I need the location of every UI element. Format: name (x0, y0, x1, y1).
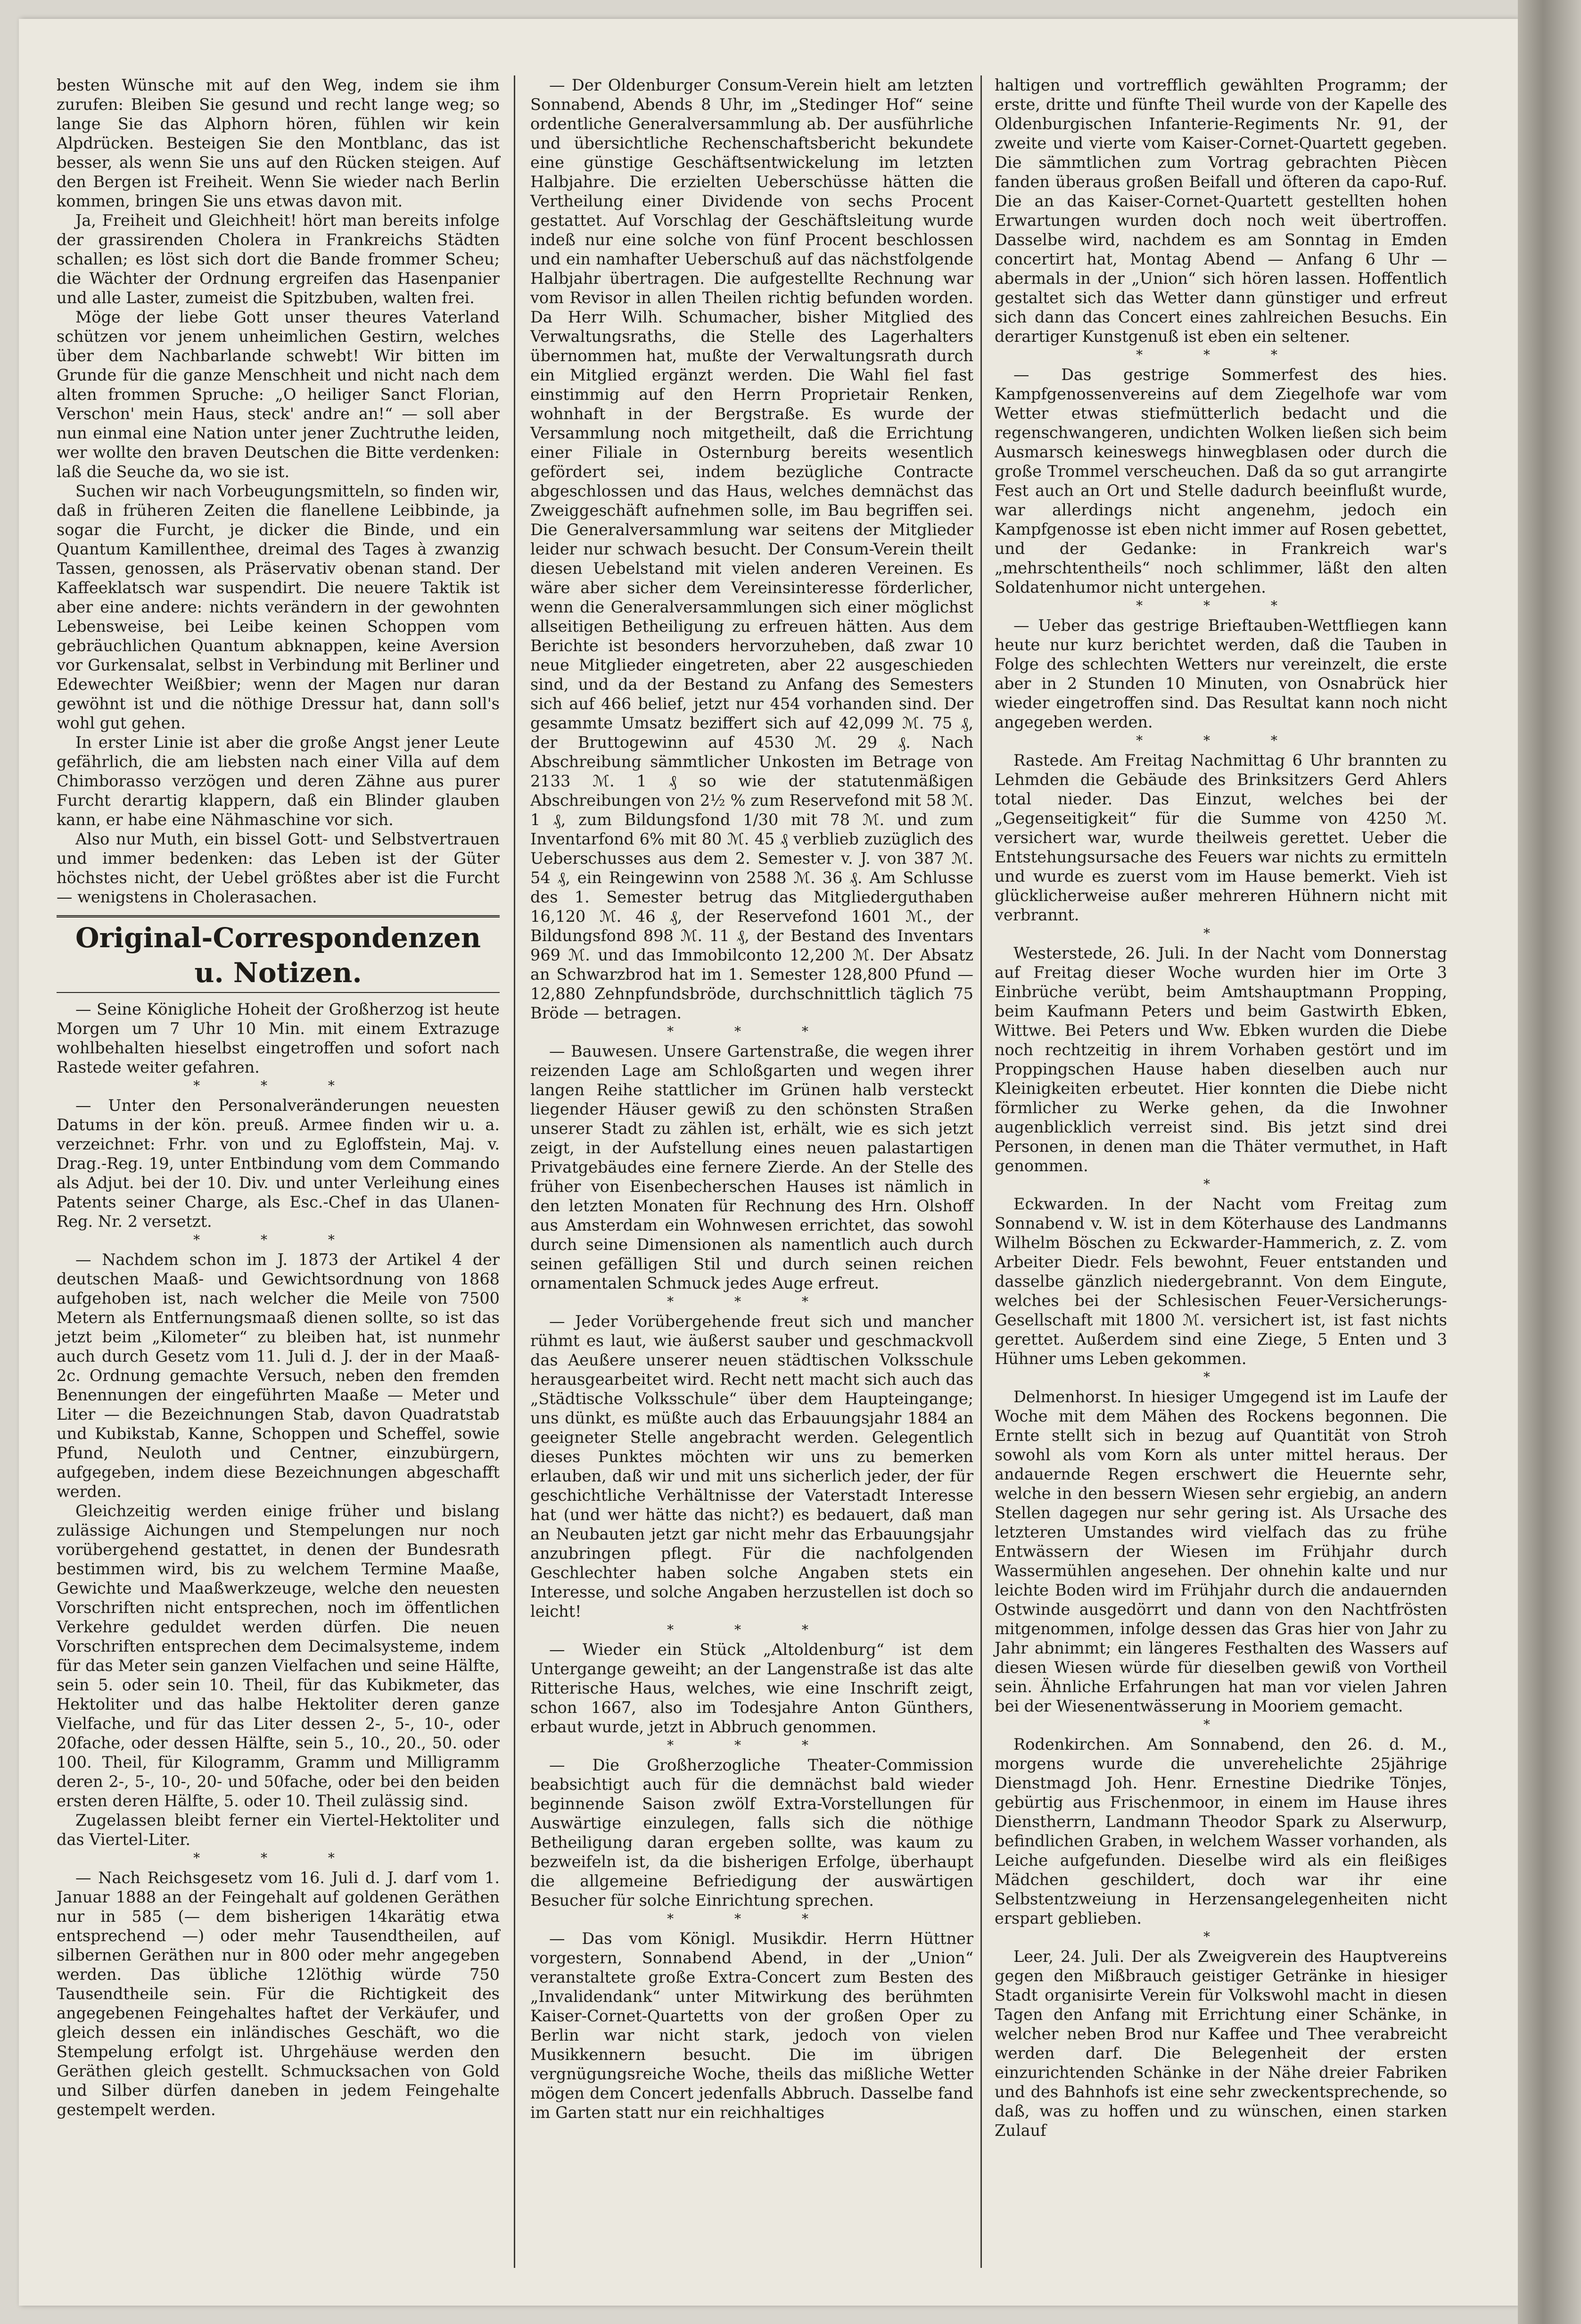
page-edge (1518, 0, 1581, 2324)
article-separator: * (1203, 1717, 1238, 1732)
column-right (995, 75, 1447, 2140)
article-separator: * * * (1136, 598, 1306, 613)
article-paragraph: Gleichzeitig werden einige früher und bislang zulässige Aichungen und Stempelungen nur noch vorübergehend gestattet, in denen der Bundesrath bestimmen wird, bis zu welchem Termine Maaße, Gewichte und Maaßwerkzeuge, welche den neuesten Vorschriften nicht entsprechen, noch im öffentlichen Verkehre geduldet werden dürfen. Die neuen Vorschriften entsprechen dem Decimalsysteme, indem für das Meter sein ganzen Vielfachen und seine Hälfte, sein 5. oder sein 10. Theil, für das Kubikmeter, das Hektoliter und das halbe Hektoliter deren ganze Vielfache, und für das Liter dessen 2-, 5-, 10-, oder 20fache, oder dessen Hälfte, sein 5., 10., 20., 50. oder 100. Theil, für Kilogramm, Gramm und Milligramm deren 2-, 5-, 10-, 20- und 50fache, oder bei den beiden ersten deren Hälfte, 5. oder 10. Theil zulässig sind. (57, 1502, 500, 1810)
article-separator: * (1203, 1929, 1238, 1944)
article-separator: * (1203, 1369, 1238, 1385)
article-paragraph: besten Wünsche mit auf den Weg, indem sie ihm zurufen: Bleiben Sie gesund und recht lange weg; so lange Sie das Alphorn hören, fühlen wir kein Alpdrücken. Besteigen Sie den Montblanc, das ist besser, als wenn Sie uns auf den Rücken steigen. Auf den Bergen ist Freiheit. Wenn Sie wieder nach Berlin kommen, bringen Sie uns etwas davon mit. (57, 76, 500, 210)
article-paragraph: Delmenhorst. In hiesiger Umgegend ist im Laufe der Woche mit dem Mähen des Rockens begonnen. Die Ernte stellt sich in bezug auf Quantität von Stroh sowohl als vom Korn als unter mittel heraus. Der andauernde Regen erschwert die Heuernte sehr, welche in den bessern Wiesen sehr ergiebig, an andern Stellen dagegen nur sehr gering ist. Als Ursache des letzteren Umstandes wird vielfach das zu frühe Entwässern der Wiesen im Frühjahr durch Wassermühlen angesehen. Der ohnehin kalte und nur leichte Boden wird im Frühjahr durch die andauernden Ostwinde ausgedörrt und dann von den Nachtfrösten mitgenommen, infolge dessen das Gras hier von Jahr zu Jahr abnimmt; ein längeres Festhalten des Wassers auf diesen Wiesen würde für dieselben gewiß von Vortheil sein. Ähnliche Erfahrungen hat man vor vielen Jahren bei der Wiesenentwässerung in Mooriem gemacht. (995, 1388, 1447, 1715)
article-paragraph: — Ueber das gestrige Brieftauben-Wettfliegen kann heute nur kurz berichtet werden, daß die Tauben in Folge des schlechten Wetters nur vereinzelt, die erste aber in 2 Stunden 10 Minuten, von Osnabrück hier wieder eingetroffen sind. Das Resultat kann noch nicht angegeben werden. (995, 616, 1447, 731)
column-middle (530, 75, 973, 2122)
article-separator: * (1203, 1176, 1238, 1192)
article-separator: * * * (193, 1850, 363, 1866)
article-paragraph: — Bauwesen. Unsere Gartenstraße, die wegen ihrer reizenden Lage am Schloßgarten und wegen ihrer langen Reihe stattlicher im Grünen halb versteckt liegender Häuser gewiß zu den schönsten Straßen unserer Stadt zu zählen ist, erhält, wie es sich jetzt zeigt, in der Aufstellung eines neuen palastartigen Privatgebäudes eine fernere Zierde. An der Stelle des früher von Eisenbecherschen Hauses ist nämlich in den letzten Monaten für Rechnung des Hrn. Olshoff aus Amsterdam ein Wohnwesen errichtet, das sowohl durch seine Dimensionen als namentlich auch durch seinen gefälligen Stil und durch seinen reichen ornamentalen Schmuck jedes Auge erfreut. (530, 1042, 973, 1292)
article-paragraph: — Der Oldenburger Consum-Verein hielt am letzten Sonnabend, Abends 8 Uhr, im „Stedinger Hof“ seine ordentliche Generalversammlung ab. Der ausführliche und übersichtliche Rechenschaftsbericht bekundete eine günstige Geschäftsentwickelung im letzten Halbjahre. Die erzielten Ueberschüsse hätten die Vertheilung einer Dividende von sechs Procent gestattet. Auf Vorschlag der Geschäftsleitung wurde indeß nur eine solche von fünf Procent beschlossen und ein namhafter Ueberschuß auf das nächstfolgende Halbjahr übertragen. Die aufgestellte Rechnung war vom Revisor in allen Theilen richtig befunden worden. Da Herr Wilh. Schumacher, bisher Mitglied des Verwaltungsraths, die Stelle des Lagerhalters übernommen hat, mußte der Verwaltungsrath durch ein Mitglied ergänzt werden. Die Wahl fiel fast einstimmig auf den Herrn Proprietair Renken, wohnhaft in der Bergstraße. Es wurde der Versammlung noch mitgetheilt, daß die Errichtung einer Filiale in Osternburg bereits wesentlich gefördert sei, indem bezügliche Contracte abgeschlossen und das Haus, welches demnächst das Zweiggeschäft aufnehmen solle, im Bau begriffen sei. Die Generalversammlung war seitens der Mitglieder leider nur schwach besucht. Der Consum-Verein theilt diesen Uebelstand mit vielen anderen Vereinen. Es wäre aber sicher dem Vereinsinteresse förderlicher, wenn die Generalversammlungen sich einer möglichst allseitigen Betheiligung zu erfreuen hätten. Aus dem Berichte ist besonders hervorzuheben, daß zwar 10 neue Mitglieder eingetreten, aber 22 ausgeschieden sind, und da der Bestand zu Anfang des Semesters sich auf 466 belief, jetzt nur 454 vorhanden sind. Der gesammte Umsatz beziffert sich auf 42,099 ℳ. 75 ₰, der Bruttogewinn auf 4530 ℳ. 29 ₰. Nach Abschreibung sämmtlicher Unkosten im Betrage von 2133 ℳ. 1 ₰ so wie der statutenmäßigen Abschreibungen von 2½ % zum Reservefond mit 58 ℳ. 1 ₰, zum Bildungsfond 1/30 mit 78 ℳ. und zum Inventarfond 6% mit 80 ℳ. 45 ₰ verblieb zuzüglich des Ueberschusses aus dem 2. Semester v. J. von 387 ℳ. 54 ₰, ein Reingewinn von 2588 ℳ. 36 ₰. Am Schlusse des 1. Semester betrug das Mitgliederguthaben 16,120 ℳ. 46 ₰, der Reservefond 1601 ℳ., der Bildungsfond 898 ℳ. 11 ₰, der Bestand des Inventars 969 ℳ. und das Immobilconto 12,200 ℳ. Der Absatz an Schwarzbrod hat im 1. Semester 128,800 Pfund — 12,880 Zehnpfundsbröde, durchschnittlich täglich 75 Bröde — betragen. (530, 76, 973, 1022)
article-separator: * (1203, 926, 1238, 941)
article-paragraph: haltigen und vortrefflich gewählten Programm; der erste, dritte und fünfte Theil wurde von der Kapelle des Oldenburgischen Infanterie-Regiments Nr. 91, der zweite und vierte vom Kaiser-Cornet-Quartett gegeben. Die sämmtlichen zum Vortrag gebrachten Piècen fanden überaus großen Beifall und öfteren da capo-Ruf. Die an das Kaiser-Cornet-Quartett gestellten hohen Erwartungen wurden doch noch weit übertroffen. Dasselbe wird, nachdem es am Sonntag in Emden concertirt hat, Montag Abend — Anfang 6 Uhr — abermals in der „Union“ sich hören lassen. Hoffentlich gestaltet sich das Wetter dann günstiger und erfreut sich dann das Concert eines zahlreichen Besuchs. Ein derartiger Kunstgenuß ist eben ein seltener. (995, 76, 1447, 346)
article-paragraph: Also nur Muth, ein bissel Gott- und Selbstvertrauen und immer bedenken: das Leben ist der Güter höchstes nicht, der Uebel größtes aber ist die Furcht — wenigstens in Cholerasachen. (57, 830, 500, 906)
article-separator: * * * (667, 1737, 837, 1753)
article-separator: * * * (1136, 733, 1306, 748)
article-separator: * * * (193, 1232, 363, 1248)
article-separator: * * * (193, 1078, 363, 1093)
article-paragraph: Westerstede, 26. Juli. In der Nacht vom Donnerstag auf Freitag dieser Woche wurden hier im Orte 3 Einbrüche verübt, beim Amtshauptmann Propping, beim Kaufmann Peters und beim Gastwirth Ebken, Wittwe. Bei Peters und Ww. Ebken wurden die Diebe noch rechtzeitig in ihrem Vorhaben gestört und im Proppingschen Hause haben dieselben auch nur Kleinigkeiten erbeutet. Hier konnten die Diebe nicht förmlicher zu Werke gehen, da die Inwohner augenblicklich verreist sind. Bis jetzt sind drei Personen, in denen man die Thäter vermuthet, in Haft genommen. (995, 944, 1447, 1175)
article-paragraph: — Die Großherzogliche Theater-Commission beabsichtigt auch für die demnächst bald wieder beginnende Saison zwölf Extra-Vorstellungen für Auswärtige einzulegen, falls sich die nöthige Betheiligung daran ergeben sollte, was kaum zu bezweifeln ist, da die bisherigen Erfolge, überhaupt die allgemeine Befriedigung der auswärtigen Besucher für solche Einrichtung sprechen. (530, 1756, 973, 1910)
column-left (57, 75, 500, 2119)
article-paragraph: In erster Linie ist aber die große Angst jener Leute gefährlich, die am liebsten nach einer Villa auf dem Chimborasso verzögen und deren Zähne aus purer Furcht derartig klappern, daß ein Blinder glauben kann, er habe eine Nähmaschine vor sich. (57, 733, 500, 829)
article-paragraph: Rastede. Am Freitag Nachmittag 6 Uhr brannten zu Lehmden die Gebäude des Brinksitzers Gerd Ahlers total nieder. Das Einzut, welches bei der „Gegenseitigkeit“ für die Summe von 4250 ℳ. versichert war, wurde theilweis gerettet. Ueber die Entstehungsursache des Feuers war nichts zu ermitteln und wurde es zuerst vom im Hause bemerkt. Vieh ist glücklicherweise außer mehreren Hühnern nicht mit verbrannt. (995, 751, 1447, 924)
article-paragraph: Leer, 24. Juli. Der als Zweigverein des Hauptvereins gegen den Mißbrauch geistiger Getränke in hiesiger Stadt organisirte Verein für Volkswohl macht in diesen Tagen den Anfang mit Errichtung einer Schänke, in welcher neben Brod nur Kaffee und Thee verabreicht werden darf. Die Belegenheit der ersten einzurichtenden Schänke in der Nähe dreier Fabriken und des Bahnhofs ist eine sehr zweckentsprechende, so daß, was zu hoffen und zu wünschen, einen starken Zulauf (995, 1947, 1447, 2140)
article-paragraph: — Das gestrige Sommerfest des hies. Kampfgenossenvereins auf dem Ziegelhofe war vom Wetter etwas stiefmütterlich bedacht und die regenschwangeren, undichten Wolken ließen sich beim Ausmarsch keineswegs hinwegblasen oder durch die große Trommel verscheuchen. Daß da so gut arrangirte Fest auch an Ort und Stelle dadurch beeinflußt wurde, war allerdings nicht angenehm, jedoch ein Kampfgenosse ist eben nicht immer auf Rosen gebettet, und der Gedanke: in Frankreich war's „mehrschtentheils“ noch schlimmer, läßt den alten Soldatenhumor nicht untergehen. (995, 365, 1447, 596)
article-paragraph: Eckwarden. In der Nacht vom Freitag zum Sonnabend v. W. ist in dem Köterhause des Landmanns Wilhelm Böschen zu Eckwarder-Hammerich, z. Z. vom Arbeiter Diedr. Fels bewohnt, Feuer entstanden und dasselbe gänzlich niedergebrannt. Von dem Eingute, welches bei der Schlesischen Feuer-Versicherungs-Gesellschaft mit 1800 ℳ. versichert ist, ist fast nichts gerettet. Außerdem sind eine Ziege, 5 Enten und 3 Hühner ums Leben gekommen. (995, 1195, 1447, 1368)
article-paragraph: — Nach Reichsgesetz vom 16. Juli d. J. darf vom 1. Januar 1888 an der Feingehalt auf goldenen Geräthen nur in 585 (— dem bisherigen 14karätig etwa entsprechend —) oder mehr Tausendtheilen, auf silbernen Geräthen nur in 800 oder mehr angegeben werden. Das übliche 12löthig würde 750 Tausendtheile sein. Für die Richtigkeit des angegebenen Feingehaltes haftet der Verkäufer, und gleich dessen ein inländisches Geschäft, wo die Stempelung erfolgt ist. Uhrgehäuse werden den Geräthen gleich gestellt. Schmucksachen von Gold und Silber dürfen daneben in jedem Feingehalte gestempelt werden. (57, 1869, 500, 2119)
article-paragraph: Suchen wir nach Vorbeugungsmitteln, so finden wir, daß in früheren Zeiten die flanellene Leibbinde, ja sogar die Furcht, je dicker die Binde, und ein Quantum Kamillenthee, dreimal des Tages à zwanzig Tassen, genossen, als Präservativ obenan stand. Der Kaffeeklatsch war suspendirt. Die neuere Taktik ist aber eine andere: nichts verändern in der gewohnten Lebensweise, bei Leibe keinen Schoppen vom gebräuchlichen Quantum abknappen, keine Aversion vor Gurkensalat, selbst in Verbindung mit Berliner und Edewechter Weißbier; wenn der Magen nur daran gewöhnt ist und die nöthige Dressur hat, dann soll's wohl gut gehen. (57, 482, 500, 732)
article-paragraph: — Jeder Vorübergehende freut sich und mancher rühmt es laut, wie äußerst sauber und geschmackvoll das Aeußere unserer neuen städtischen Volksschule herausgearbeitet wird. Recht nett macht sich auch das „Städtische Volksschule“ über dem Haupteingange; uns dünkt, es müßte auch das Erbauungsjahr 1884 an geeigneter Stelle angebracht werden. Gelegentlich dieses Punktes möchten wir uns zu bemerken erlauben, daß wir und mit uns sicherlich jeder, der für geschichtliche Verhältnisse der Vaterstadt Interesse hat (und wer hätte das nicht?) es bedauert, daß man an Neubauten jetzt gar nicht mehr das Erbauungsjahr anzubringen pflegt. Für die nachfolgenden Geschlechter haben solche Angaben stets ein Interesse, und solche Angaben herzustellen ist doch so leicht! (530, 1312, 973, 1621)
column-rule (514, 75, 515, 2268)
article-separator: * * * (1136, 347, 1306, 363)
article-separator: * * * (667, 1911, 837, 1927)
article-paragraph: — Seine Königliche Hoheit der Großherzog ist heute Morgen um 7 Uhr 10 Min. mit einem Extrazuge wohlbehalten hieselbst eingetroffen und sofort nach Rastede weiter gefahren. (57, 1000, 500, 1076)
article-separator: * * * (667, 1622, 837, 1638)
article-paragraph: Möge der liebe Gott unser theures Vaterland schützen vor jenem unheimlichen Gestirn, welches über dem Nachbarlande schwebt! Wir bitten im Grunde für die ganze Menschheit und nicht nach dem alten frommen Spruche: „O heiliger Sanct Florian, Verschon' mein Haus, steck' andre an!“ — soll aber nun einmal eine Nation unter jener Zuchtruthe leiden, wer wollte den braven Deutschen die Bitte verdenken: laß die Seuche da, wo sie ist. (57, 308, 500, 481)
article-paragraph: — Das vom Königl. Musikdir. Herrn Hüttner vorgestern, Sonnabend Abend, in der „Union“ veranstaltete große Extra-Concert zum Besten des „Invalidendank“ unter Mitwirkung des berühmten Kaiser-Cornet-Quartetts von der großen Oper zu Berlin war nicht stark, jedoch von vielen Musikkennern besucht. Die im übrigen vergnügungsreiche Woche, theils das mißliche Wetter mögen dem Concert jedenfalls Abbruch. Dasselbe fand im Garten statt nur ein reichhaltiges (530, 1929, 973, 2122)
section-heading: Original-Correspondenzen u. Notizen. (57, 915, 500, 993)
article-paragraph: — Nachdem schon im J. 1873 der Artikel 4 der deutschen Maaß- und Gewichtsordnung von 1868 aufgehoben ist, nach welcher die Meile von 7500 Metern als Entfernungsmaaß dienen sollte, so ist das jetzt beim „Kilometer“ zu bleiben hat, ist nunmehr auch durch Gesetz vom 11. Juli d. J. der in der Maaß- 2c. Ordnung gemachte Versuch, neben den fremden Benennungen der eingeführten Maaße — Meter und Liter — die Bezeichnungen Stab, davon Quadratstab und Kubikstab, Kanne, Schoppen und Scheffel, sowie Pfund, Neuloth und Centner, einzubürgern, aufgegeben, indem diese Bezeichnungen abgeschafft werden. (57, 1250, 500, 1501)
article-separator: * * * (667, 1294, 837, 1309)
article-paragraph: Ja, Freiheit und Gleichheit! hört man bereits infolge der grassirenden Cholera in Frankreichs Städten schallen; es löst sich dort die Bande frommer Scheu; die Wächter der Ordnung ergreifen das Hasenpanier und alle Laster, zumeist die Spitzbuben, walten frei. (57, 211, 500, 307)
article-separator: * * * (667, 1024, 837, 1039)
article-paragraph: — Unter den Personalveränderungen neuesten Datums in der kön. preuß. Armee finden wir u. a. verzeichnet: Frhr. von und zu Egloffstein, Maj. v. Drag.-Reg. 19, unter Entbindung vom dem Commando als Adjut. bei der 10. Div. und unter Verleihung eines Patents seiner Charge, als Esc.-Chef in das Ulanen-Reg. Nr. 2 versetzt. (57, 1096, 500, 1231)
newspaper-page (19, 19, 1518, 2306)
article-paragraph: — Wieder ein Stück „Altoldenburg“ ist dem Untergange geweiht; an der Langenstraße ist das alte Ritterische Haus, welches, wie eine Inschrift zeigt, schon 1667, also im Todesjahre Anton Günthers, erbaut wurde, jetzt in Abbruch genommen. (530, 1640, 973, 1736)
article-paragraph: Zugelassen bleibt ferner ein Viertel-Hektoliter und das Viertel-Liter. (57, 1811, 500, 1849)
column-rule (980, 75, 982, 2268)
article-paragraph: Rodenkirchen. Am Sonnabend, den 26. d. M., morgens wurde die unverehelichte 25jährige Dienstmagd Joh. Henr. Ernestine Diedrike Tönjes, gebürtig aus Frischenmoor, in einem im Hause ihres Dienstherrn, Landmann Theodor Spark zu Alserwurp, befindlichen Graben, in welchem Wasser vorhanden, als Leiche aufgefunden. Dieselbe wird als ein fleißiges Mädchen geschildert, doch war ihr eine Selbstentzweiung in Herzensangelegenheiten nicht erspart geblieben. (995, 1735, 1447, 1927)
